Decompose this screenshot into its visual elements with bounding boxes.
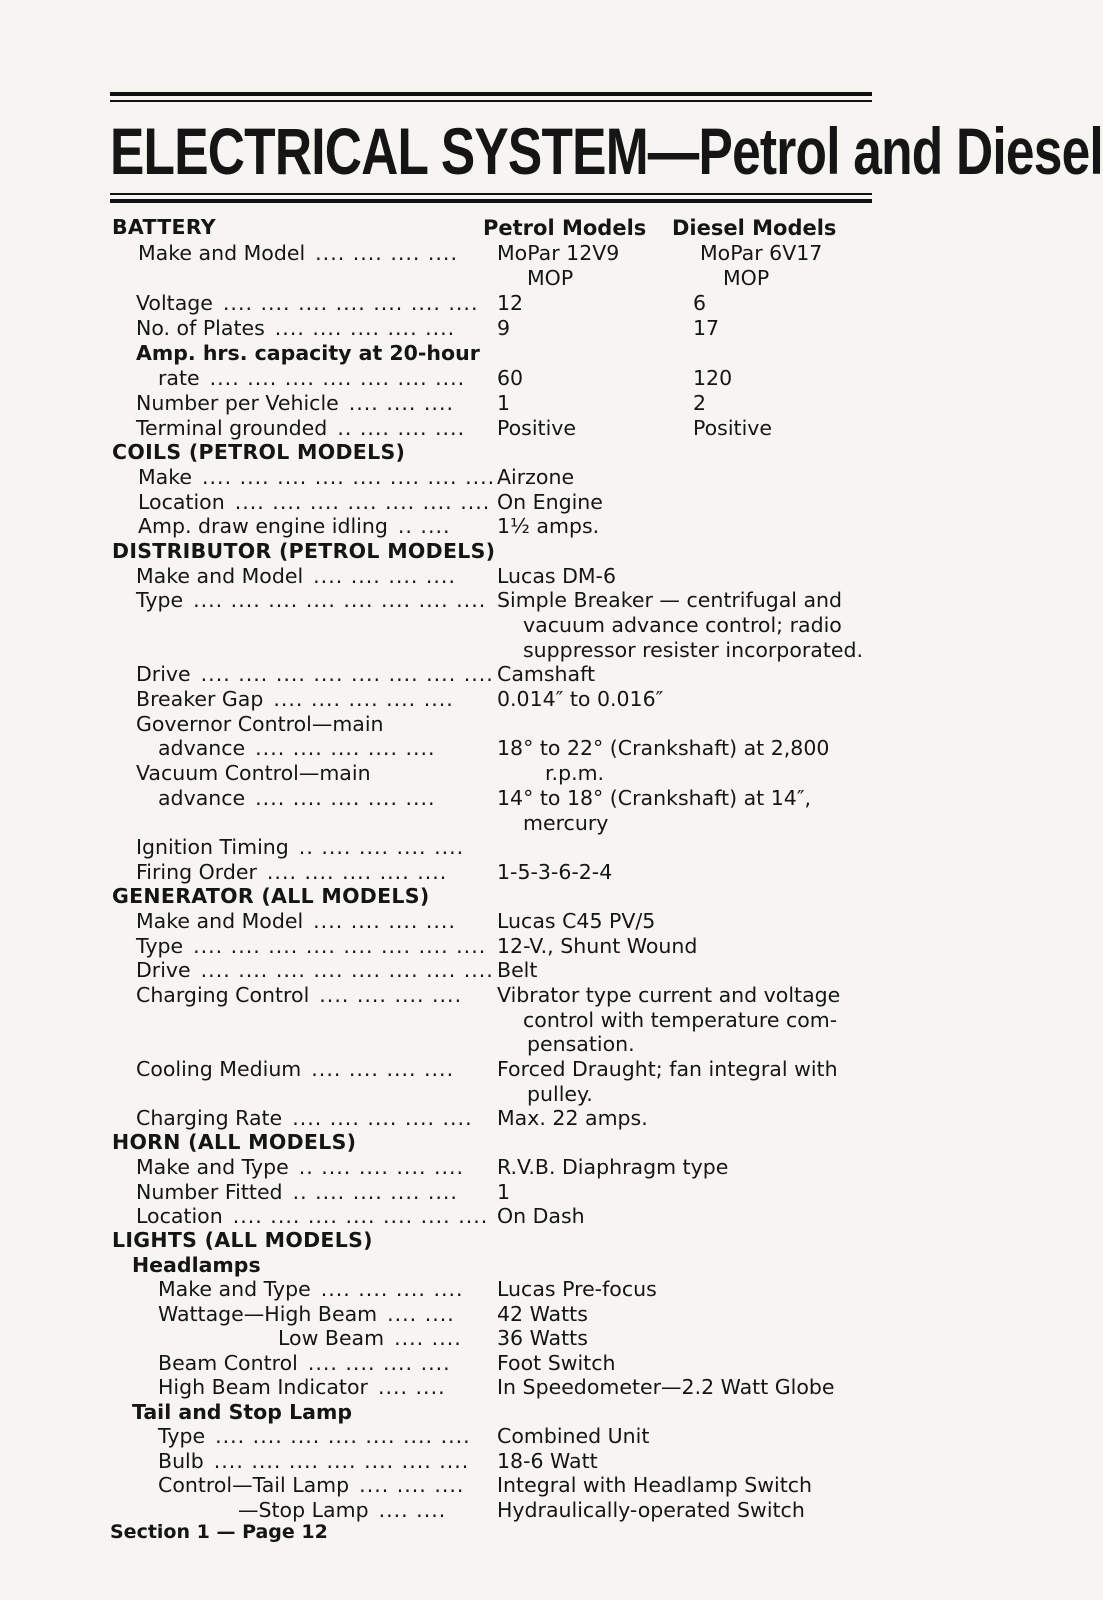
spec-label [158,366,465,391]
spec-label-text: Headlamps [132,1253,261,1277]
spec-label [136,416,465,441]
leader-dots: .... .... .... .... .... .... .... [232,1204,489,1228]
spec-label-text: Governor Control—main [136,712,384,736]
spec-label-text: advance [158,786,246,810]
spec-label-text: COILS (PETROL MODELS) [112,440,406,464]
petrol-value: pulley. [527,1082,593,1106]
diesel-value: 2 [693,391,707,415]
spec-row [0,1057,1072,1082]
spec-row [0,514,1072,539]
petrol-value: Lucas DM-6 [497,564,616,588]
petrol-value: 14° to 18° (Crankshaft) at 14″, [497,786,811,810]
leader-dots: .... .... .... .... .... [274,316,456,340]
spec-label-text: Drive [136,958,191,982]
spec-row [0,662,1072,687]
petrol-value: control with temperature com- [523,1008,838,1032]
leader-dots: .... .... .... .... .... .... .... .... [200,958,494,982]
spec-label-text: GENERATOR (ALL MODELS) [112,884,430,908]
leader-dots: .... .... [378,1498,447,1522]
leader-dots: .... .... .... .... .... .... .... [215,1424,471,1448]
petrol-value: Airzone [497,465,575,489]
spec-label [136,564,456,589]
spec-label-text: Make and Model [136,909,304,933]
diesel-value: 17 [693,316,720,340]
spec-row [0,712,1072,737]
spec-label [136,958,494,983]
subsection-title [132,1253,261,1278]
spec-label [136,1204,488,1229]
spec-label [136,588,486,613]
leader-dots: .... .... .... .... [307,1351,451,1375]
spec-label-text: Charging Control [136,983,310,1007]
spec-label [138,241,458,266]
section-title [112,215,216,240]
petrol-value: 36 Watts [497,1326,588,1350]
spec-row [0,1180,1072,1205]
spec-label-text: Ignition Timing [136,835,289,859]
section-title [112,539,495,564]
petrol-value: Camshaft [497,662,595,686]
leader-dots: .... .... [387,1302,455,1326]
spec-label-text: Charging Rate [136,1106,283,1130]
petrol-value: suppressor resister incorporated. [523,638,864,662]
spec-label-text: Terminal grounded [136,416,328,440]
leader-dots: .... .... [377,1375,446,1399]
spec-label [278,1326,462,1351]
spec-label-text: Make and Model [138,241,306,265]
section-heading [0,884,1072,909]
leader-dots: .... .... .... .... .... .... .... [209,366,466,390]
diesel-value: Positive [693,416,773,440]
spec-label [158,1449,469,1474]
spec-row [0,1253,1072,1278]
leader-dots: .... .... .... .... [315,241,458,265]
spec-label [136,934,486,959]
leader-dots: .... .... .... [359,1473,465,1497]
petrol-value: Positive [497,416,577,440]
petrol-value: Foot Switch [497,1351,616,1375]
leader-dots: .... .... .... .... [313,564,456,588]
leader-dots: .... .... .... .... .... .... .... [222,291,479,315]
diesel-value: 6 [693,291,707,315]
petrol-value: vacuum advance control; radio [523,613,842,637]
spec-row [0,291,1072,316]
spec-label-text: Amp. hrs. capacity at 20-hour [136,341,480,365]
leader-dots: .... .... .... .... [319,983,463,1007]
spec-label-text: Number Fitted [136,1180,283,1204]
spec-label-text: Make and Type [136,1155,289,1179]
leader-dots: .... .... .... .... [311,1057,455,1081]
spec-label-text: Bulb [158,1449,204,1473]
spec-label-text: Drive [136,662,191,686]
leader-dots: .... .... .... .... .... [266,860,448,884]
spec-label [158,736,436,761]
spec-label [136,1155,464,1180]
petrol-value: 12-V., Shunt Wound [497,934,698,958]
spec-label-text: Control—Tail Lamp [158,1473,350,1497]
section-title [112,440,405,465]
spec-row [0,1302,1072,1327]
spec-label [136,1106,473,1131]
spec-label-text: LIGHTS (ALL MODELS) [112,1228,373,1252]
spec-label-text: Make and Model [136,564,304,588]
petrol-value: On Engine [497,490,603,514]
diesel-models-header: Diesel Models [672,216,837,240]
spec-label [136,761,371,786]
spec-label [158,1473,464,1498]
leader-dots: .... .... .... .... .... [292,1106,473,1130]
spec-label [136,1057,454,1082]
spec-label-text: —Stop Lamp [238,1498,369,1522]
spec-row [0,266,1072,291]
spec-label-text: Type [136,934,184,958]
petrol-value: Forced Draught; fan integral with [497,1057,838,1081]
spec-label [158,1424,471,1449]
petrol-value: 9 [497,316,511,340]
spec-label-text: Type [136,588,184,612]
spec-row [0,761,1072,786]
section-heading [0,539,1072,564]
spec-label-text: Wattage—High Beam [158,1302,378,1326]
petrol-value: Lucas Pre-focus [497,1277,657,1301]
section-heading [0,440,1072,465]
spec-row [0,564,1072,589]
petrol-value: Hydraulically-operated Switch [497,1498,805,1522]
spec-label-text: No. of Plates [136,316,265,340]
spec-row [0,1277,1072,1302]
spec-row [0,1424,1072,1449]
spec-label [136,341,480,366]
spec-row [0,1351,1072,1376]
spec-row [0,1204,1072,1229]
leader-dots: .. .... .... .... .... [298,1155,465,1179]
petrol-value: Combined Unit [497,1424,650,1448]
petrol-value: In Speedometer—2.2 Watt Globe [497,1375,835,1399]
section-heading [0,1130,1072,1155]
spec-row [0,366,1072,391]
leader-dots: .... .... .... .... .... [273,687,454,711]
spec-label [238,1498,446,1523]
spec-row [0,1375,1072,1400]
spec-label [136,687,454,712]
leader-dots: .... .... .... .... .... .... .... [213,1449,470,1473]
petrol-value: MOP [527,266,574,290]
leader-dots: .... .... .... .... .... .... .... .... [193,934,487,958]
petrol-value: mercury [523,811,609,835]
spec-label-text: rate [158,366,200,390]
subsection-title [132,1400,352,1425]
spec-label [136,316,455,341]
spec-label-text: Make and Type [158,1277,311,1301]
spec-label [136,983,462,1008]
petrol-value: 1-5-3-6-2-4 [497,860,613,884]
spec-row [0,687,1072,712]
leader-dots: .... .... .... .... [320,1277,464,1301]
spec-label-text: HORN (ALL MODELS) [112,1130,357,1154]
spec-row [0,835,1072,860]
spec-label-text: Amp. draw engine idling [138,514,388,538]
diesel-value: 120 [693,366,733,390]
leader-dots: .... .... .... .... .... .... .... [234,490,491,514]
spec-label [158,786,436,811]
leader-dots: .... .... .... .... .... [255,736,436,760]
spec-label-text: Tail and Stop Lamp [132,1400,352,1424]
petrol-value: 1½ amps. [497,514,600,538]
petrol-value: Integral with Headlamp Switch [497,1473,813,1497]
spec-label-text: Location [138,490,225,514]
spec-label [136,391,454,416]
spec-row [0,241,1072,266]
petrol-value: 18° to 22° (Crankshaft) at 2,800 [497,736,830,760]
leader-dots: .... .... .... .... .... .... .... .... [193,588,487,612]
spec-row [0,490,1072,515]
petrol-value: 1 [497,1180,511,1204]
petrol-value: Max. 22 amps. [497,1106,648,1130]
spec-label [136,1180,458,1205]
spec-label-text: Breaker Gap [136,687,264,711]
petrol-value: On Dash [497,1204,585,1228]
spec-row [0,958,1072,983]
leader-dots: .... .... .... .... .... .... .... .... [200,662,494,686]
spec-row [0,1473,1072,1498]
leader-dots: .. .... .... .... [337,416,466,440]
spec-row [0,1082,1072,1107]
spec-label [138,490,490,515]
spec-label-text: Cooling Medium [136,1057,302,1081]
spec-row [0,1449,1072,1474]
spec-row [0,786,1072,811]
spec-label-text: BATTERY [112,215,216,239]
spec-label [158,1351,451,1376]
spec-row [0,416,1072,441]
spec-row [0,1106,1072,1131]
petrol-value: Belt [497,958,538,982]
petrol-value: 0.014″ to 0.016″ [497,687,664,711]
leader-dots: .. .... [397,514,451,538]
petrol-value: Simple Breaker — centrifugal and [497,588,843,612]
spec-row [0,934,1072,959]
petrol-value: 1 [497,391,511,415]
petrol-value: 60 [497,366,524,390]
spec-row [0,909,1072,934]
spec-label-text: advance [158,736,246,760]
diesel-value: MOP [723,266,770,290]
spec-label-text: Vacuum Control—main [136,761,371,785]
spec-row [0,983,1072,1008]
spec-row [0,613,1072,638]
spec-row [0,588,1072,613]
leader-dots: .... .... .... .... .... [255,786,436,810]
page-title: ELECTRICAL SYSTEM—Petrol and Diesel [110,114,1103,188]
spec-label [138,514,451,539]
spec-row [0,1326,1072,1351]
spec-row [0,811,1072,836]
spec-row [0,1008,1072,1033]
spec-label-text: Location [136,1204,223,1228]
spec-label [136,662,494,687]
section-title [112,1228,373,1253]
diesel-value: MoPar 6V17 [700,241,823,265]
spec-row [0,465,1072,490]
petrol-value: r.p.m. [545,761,605,785]
petrol-models-header: Petrol Models [483,216,647,240]
leader-dots: .... .... [394,1326,462,1350]
petrol-value: pensation. [527,1032,635,1056]
section-heading [0,215,1072,240]
spec-row [0,1155,1072,1180]
spec-label-text: Number per Vehicle [136,391,339,415]
spec-label-text: High Beam Indicator [158,1375,368,1399]
leader-dots: .... .... .... .... [313,909,456,933]
leader-dots: .... .... .... .... .... .... .... .... [202,465,496,489]
spec-label-text: Beam Control [158,1351,298,1375]
leader-dots: .... .... .... [348,391,454,415]
spec-label-text: Make [138,465,193,489]
spec-label [136,909,456,934]
petrol-value: 12 [497,291,524,315]
leader-dots: .. .... .... .... .... [298,835,465,859]
spec-label [136,712,384,737]
petrol-value: 18-6 Watt [497,1449,598,1473]
spec-row [0,391,1072,416]
spec-row [0,638,1072,663]
spec-label [136,835,464,860]
spec-row [0,316,1072,341]
spec-label-text: Voltage [136,291,213,315]
petrol-value: R.V.B. Diaphragm type [497,1155,729,1179]
spec-label [138,465,495,490]
spec-label [136,291,478,316]
spec-row [0,860,1072,885]
section-title [112,1130,356,1155]
petrol-value: Vibrator type current and voltage [497,983,841,1007]
spec-label [158,1277,464,1302]
leader-dots: .. .... .... .... .... [292,1180,458,1204]
spec-label-text: Firing Order [136,860,257,884]
spec-label [136,860,447,885]
spec-row [0,1032,1072,1057]
spec-row [0,1498,1072,1523]
spec-label-text: Type [158,1424,206,1448]
petrol-value: Lucas C45 PV/5 [497,909,656,933]
spec-row [0,736,1072,761]
spec-label-text: DISTRIBUTOR (PETROL MODELS) [112,539,496,563]
section-heading [0,1228,1072,1253]
spec-label [158,1302,455,1327]
page-footer: Section 1 — Page 12 [110,1521,328,1543]
spec-label-text: Low Beam [278,1326,385,1350]
petrol-value: MoPar 12V9 [497,241,620,265]
spec-row [0,341,1072,366]
spec-row [0,1400,1072,1425]
spec-label [158,1375,446,1400]
petrol-value: 42 Watts [497,1302,588,1326]
section-title [112,884,430,909]
